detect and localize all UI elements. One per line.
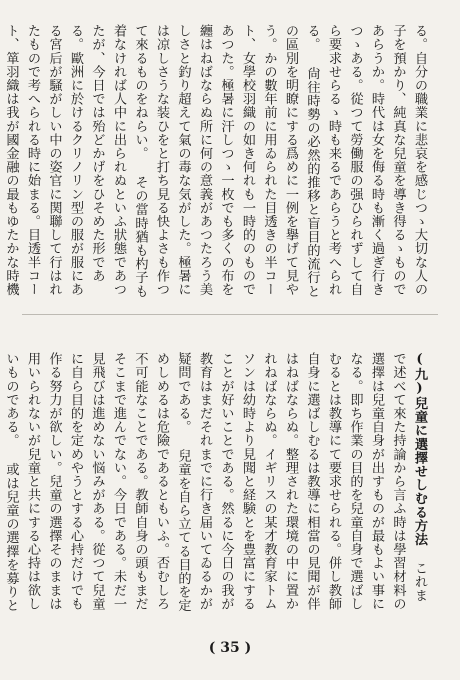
section-heading: (九)兒童に選擇せしむる方法	[412, 352, 427, 546]
section-divider	[22, 314, 438, 315]
lower-text-block	[3, 352, 430, 614]
upper-paragraph-1: る。自分の職業に悲哀を感じつゝ大切な人の子を預かり、純真な兒童を導き得るゝものであらうか。時代は女を侮る時も漸く過ぎ行きつゝある。從つて勞働服の强ひられずして自ら要求せらるゝ時も来るであらうと考へられる。	[304, 24, 427, 296]
page-number: ( 35 )	[208, 640, 252, 656]
upper-paragraph-2: 尙往時勢の必然的推移と盲目的流行との區別を明瞭にする爲めに一例を擧げて見やう。かの數年前に用ゐられた目透きの半コート、女學校羽織の如き何れも一時的のものであつた。極暑に汗しつゝ一枚でも多くの布を纏はねばならぬ所に何の意義があつたろう美しさと釣り超えて氣の毒な気がした。極暑には凉しさうな装ひをと打ち見る快よさも作つて來るものをねらい。	[132, 24, 320, 298]
upper-text-block	[3, 24, 430, 300]
lower-paragraph-2: 兒童を自ら立てる目的を定めしめるは危險であるともいふ。否むしろ不可能なことである。教師自身の頭もまだそこまで進んでない。今日である。未だ一見飛びは進めない悩みがある。從つて兒童に自ら目的を定めやうとする心持だけでも作る努力が欲しい。兒童の選擇そのままは用いられないが兒童と共にする心持は欲しいものである。	[3, 352, 191, 613]
upper-paragraph-3: その當時猶も杓子も着なければ人中に出られぬといふ狀態であつたが、今日では殆どかげをひそめた形である。歐洲に於けるクリノリン型の服が服にある宮后が騒がしい中の姿官に関聯して行はれたもので考へられる時に始まる。目透半コート、箪羽織は我が國金融の最もゆたかな時機	[3, 24, 148, 298]
lower-paragraph-1: これまで述べて來た持論から言ふ時は學習材料の選擇は兒童自身が出すものが最もよい事になる。即ち作業の目的を兒童自身で選ばしむるとは教導にて要求せられる。併し教師自身に選ばしむるは教導に相當の見聞が伴はねばならぬ。整理された環境の中に置かれねばならぬ。イギリスの某才教育家トムソンは幼時より見聞と経験とを豊富にすることが好いことである。然るに今日の我が教育はまだそれまでに行き届いてゐるかが疑問である。	[175, 352, 427, 611]
lower-paragraph-3: 或は兒童の選擇を募りと	[3, 462, 19, 613]
